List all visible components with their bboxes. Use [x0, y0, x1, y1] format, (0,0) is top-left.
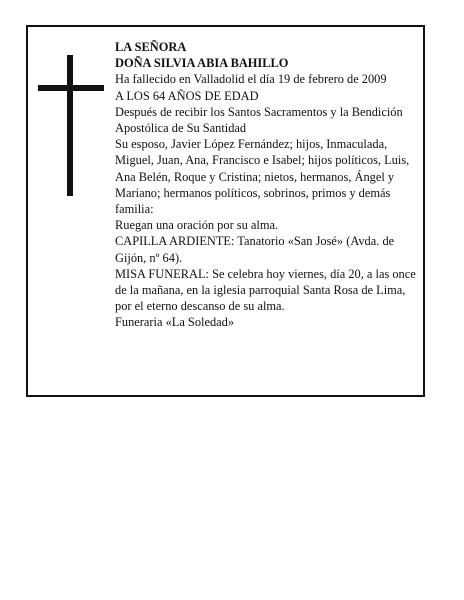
death-statement: Ha fallecido en Valladolid el día 19 de febrero de 2009 — [115, 72, 387, 87]
sacraments-paragraph: Después de recibir los Santos Sacramentos y la Bendición Apostólica de Su Santidad — [115, 104, 403, 136]
funeral-mass-info: MISA FUNERAL: Se celebra hoy viernes, día 20, a las once de la mañana, en la iglesia parroquial Santa Rosa de Lima, por el eterno descanso de su alma. — [115, 266, 416, 314]
deceased-name: DOÑA SILVIA ABIA BAHILLO — [115, 56, 289, 71]
cross-horizontal-bar — [38, 85, 104, 91]
notice-text — [115, 39, 422, 331]
family-paragraph: Su esposo, Javier López Fernández; hijos, Inmaculada, Miguel, Juan, Ana, Francisco e Isabel; hijos políticos, Luis, Ana Belén, Roque y Cristina; nietos, hermanos, Ángel y Mariano; hermanos políticos, sobrinos, primos y demás familia: — [115, 137, 410, 217]
prayer-request: Ruegan una oración por su alma. — [115, 218, 279, 233]
chapel-info: CAPILLA ARDIENTE: Tanatorio «San José» (Avda. de Gijón, nº 64). — [115, 234, 395, 265]
funeral-home: Funeraria «La Soledad» — [115, 315, 235, 330]
age-line: A LOS 64 AÑOS DE EDAD — [115, 88, 259, 103]
notice-title: LA SEÑORA — [115, 40, 187, 54]
obituary-notice — [26, 25, 425, 397]
cross-vertical-bar — [67, 55, 73, 196]
